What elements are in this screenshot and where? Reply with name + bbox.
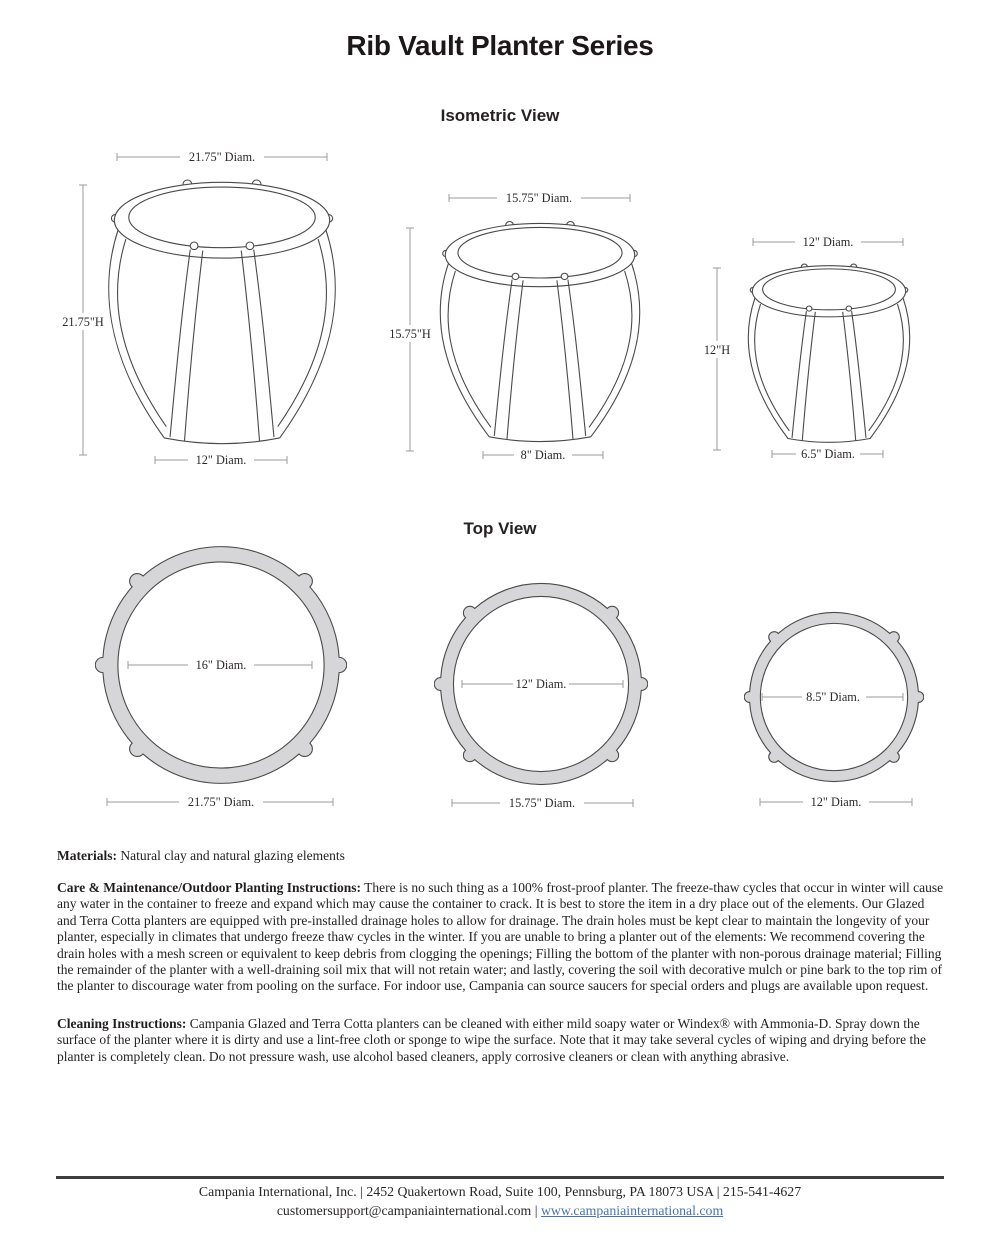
footer-address-line: Campania International, Inc. | 2452 Quakertown Road, Suite 100, Pennsburg, PA 18073 USA | 215-541-4627	[198, 1184, 802, 1199]
dim-base-diameter: 6.5" Diam.	[801, 447, 855, 461]
dim-top-diameter: 15.75" Diam.	[505, 191, 573, 205]
planter-isometric-small	[748, 264, 909, 442]
dim-top-diameter: 12" Diam.	[802, 235, 854, 249]
planter-isometric-medium	[440, 222, 639, 442]
cleaning-text: Campania Glazed and Terra Cotta planters can be cleaned with either mild soapy water or Windex® with Ammonia-D. Spray down the surface of the planter where it is dirty and use a lint-free cloth or sponge to wipe the surface. Note that it may take several cycles of wiping and drying before the planter is completely clean. Do not pressure wash, use alcohol based cleaners, apply corrosive cleaners or clean with anything abrasive.	[57, 1016, 926, 1064]
dim-outer-diameter: 12" Diam.	[810, 795, 862, 809]
isometric-drawing-medium	[380, 188, 685, 470]
cleaning-label: Cleaning Instructions:	[57, 1016, 187, 1031]
dim-outer-diameter: 15.75" Diam.	[508, 796, 576, 810]
footer-email: customersupport@campaniainternational.com	[276, 1202, 532, 1218]
cleaning-instructions-section	[57, 1016, 945, 1065]
footer-separator: |	[531, 1202, 541, 1218]
dim-height: 21.75"H	[62, 315, 104, 329]
care-label: Care & Maintenance/Outdoor Planting Instructions:	[57, 880, 362, 895]
top-view-drawing-medium	[430, 577, 655, 817]
materials-label: Materials:	[57, 848, 117, 863]
planter-isometric-large	[109, 180, 335, 444]
dim-outer-diameter: 21.75" Diam.	[187, 795, 255, 809]
dim-inner-diameter: 12" Diam.	[515, 677, 567, 691]
materials-text: Natural clay and natural glazing elements	[116, 848, 345, 863]
isometric-drawing-large	[55, 143, 390, 475]
isometric-drawing-small	[690, 228, 970, 470]
footer	[0, 1183, 1000, 1220]
top-view-drawing-small	[735, 605, 940, 815]
footer-website-link[interactable]: www.campaniainternational.com	[540, 1202, 724, 1218]
dim-top-diameter: 21.75" Diam.	[188, 150, 256, 164]
dim-base-diameter: 12" Diam.	[195, 453, 247, 467]
care-text: There is no such thing as a 100% frost-proof planter. The freeze-thaw cycles that occur in winter will cause any water in the container to freeze and expand which may cause the container to crack. It is best to store the item in a dry place out of the elements. Our Glazed and Terra Cotta planters are equipped with pre-installed drainage holes to allow for drainage. The drain holes must be kept clear to maintain the longevity of your planter, especially in climates that undergo freeze thaw cycles in the winter. If you are unable to bring a planter out of the elements: We recommend covering the drain holes with a mesh screen or equivalent to keep debris from clogging the openings; Filling the bottom of the planter with non-porous drainage material; Filling the remainder of the planter with a well-draining soil mix that will not retain water; and lastly, covering the soil with decorative mulch or pine bark to the top rim of the planter to discourage water from pooling on the surface. For indoor use, Campania can source saucers for special orders and plugs are available upon request.	[57, 880, 944, 994]
dim-height: 15.75"H	[389, 327, 431, 341]
materials-section	[57, 848, 945, 864]
care-instructions-section	[57, 880, 945, 995]
top-view-heading: Top View	[463, 519, 537, 538]
dim-inner-diameter: 16" Diam.	[195, 658, 247, 672]
footer-contact-line	[0, 1202, 1000, 1221]
footer-divider	[56, 1176, 944, 1179]
dim-base-diameter: 8" Diam.	[520, 448, 566, 462]
dim-height: 12"H	[703, 343, 731, 357]
page-title: Rib Vault Planter Series	[346, 30, 654, 61]
dim-inner-diameter: 8.5" Diam.	[806, 690, 860, 704]
top-view-drawing-large	[95, 535, 355, 820]
isometric-view-heading: Isometric View	[440, 106, 560, 125]
